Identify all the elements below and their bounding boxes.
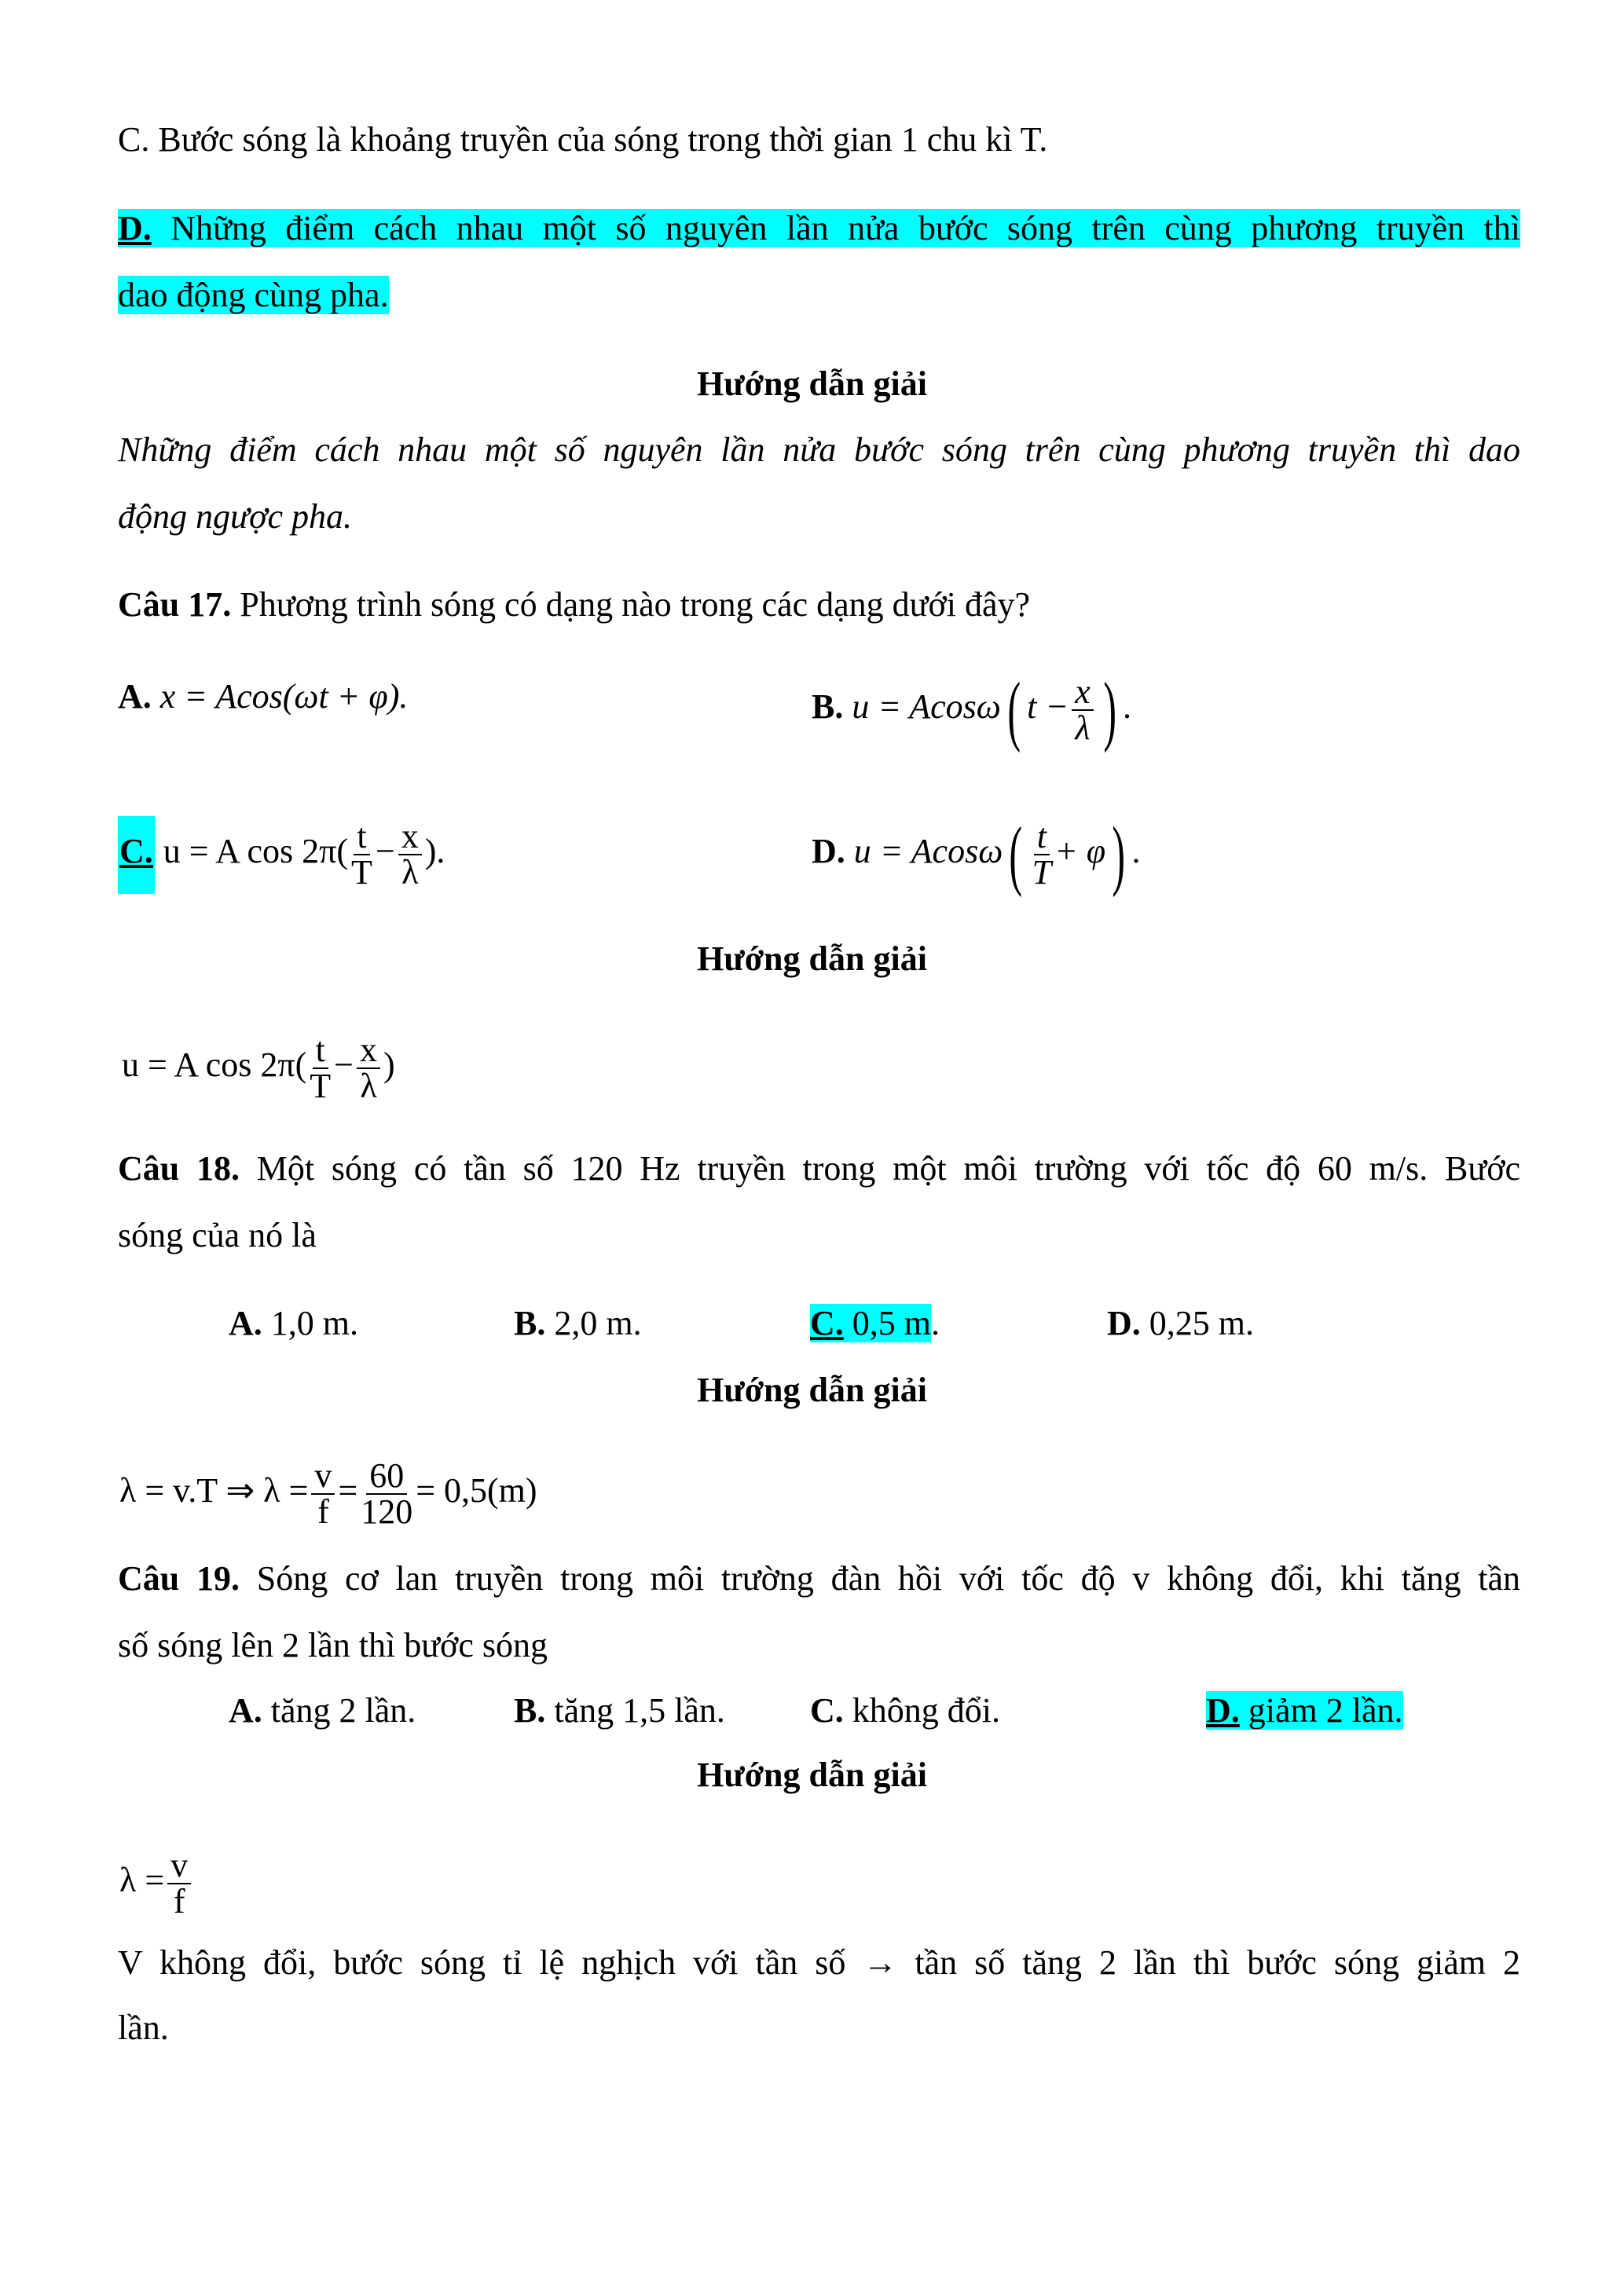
- option-label: C.: [118, 816, 155, 894]
- option-text: 2,0 m.: [545, 1304, 642, 1342]
- numerator: v: [311, 1459, 335, 1495]
- q19-option-c: [810, 1689, 1000, 1733]
- formula: x = Acos(ωt + φ).: [159, 677, 409, 716]
- q19-explain-line1: V không đổi, bước sóng tỉ lệ nghịch với tần số → tần số tăng 2 lần thì bước sóng giảm 2: [118, 1943, 1520, 1982]
- q17-question: [118, 583, 1030, 627]
- option-label: C: [118, 120, 141, 159]
- denominator: f: [173, 1882, 185, 1921]
- denominator: T: [1032, 853, 1052, 892]
- guide-title: Hướng dẫn giải: [697, 1371, 927, 1409]
- q19-option-b: [514, 1689, 725, 1733]
- q18-option-d: [1107, 1302, 1254, 1346]
- denominator: T: [310, 1067, 332, 1105]
- numerator: x: [1072, 675, 1094, 711]
- q19-question-line2: số sóng lên 2 lần thì bước sóng: [118, 1626, 548, 1664]
- formula: + φ: [1054, 832, 1106, 871]
- formula: u = A cos 2π(: [163, 832, 349, 871]
- q18-question-line2: sóng của nó là: [118, 1216, 317, 1254]
- formula: λ =: [119, 1861, 165, 1900]
- option-text: Những điểm cách nhau một số nguyên lần nửa bước sóng trên cùng phương truyền thì: [170, 209, 1521, 247]
- q16-guide-line2: động ngược pha.: [118, 497, 353, 536]
- q19-question-line1: [118, 1557, 1520, 1601]
- option-label: B.: [514, 1691, 546, 1730]
- q18-question-line1: [118, 1147, 1520, 1191]
- formula: u = Acosω: [852, 687, 1001, 727]
- option-text: . Bước sóng là khoảng truyền của sóng trong thời gian 1 chu kì T.: [141, 120, 1048, 159]
- option-label: B.: [514, 1304, 546, 1342]
- formula: −: [334, 1045, 354, 1085]
- question-label: Câu 19.: [118, 1559, 240, 1598]
- q19-option-d: [1206, 1689, 1403, 1733]
- guide-title: Hướng dẫn giải: [697, 364, 927, 403]
- guide-title: Hướng dẫn giải: [697, 1756, 927, 1794]
- numerator: t: [313, 1033, 328, 1069]
- option-text: 1,0 m.: [262, 1304, 359, 1342]
- q18-option-c: C. 0,5 m.: [810, 1304, 940, 1342]
- denominator: f: [317, 1492, 329, 1531]
- option-text: dao động cùng pha.: [118, 276, 389, 314]
- option-label: A.: [229, 1691, 262, 1730]
- formula: −: [375, 832, 395, 871]
- formula: = 0,5(m): [416, 1471, 537, 1511]
- question-label: Câu 18.: [118, 1149, 240, 1188]
- numerator: x: [357, 1033, 380, 1069]
- denominator: λ: [360, 1067, 377, 1105]
- option-label: D.: [812, 832, 845, 871]
- option-text: không đổi.: [843, 1691, 1001, 1730]
- q17-option-c: [118, 819, 445, 890]
- option-text: 0,5 m: [843, 1304, 932, 1342]
- formula: u = A cos 2π(: [122, 1045, 307, 1085]
- q16-option-d-line1: [118, 207, 1520, 251]
- q16-guide-line1: Những điểm cách nhau một số nguyên lần nửa bước sóng trên cùng phương truyền thì dao: [118, 430, 1520, 469]
- question-label: Câu 17.: [118, 585, 232, 624]
- numerator: t: [354, 819, 369, 855]
- q17-option-a: [118, 675, 408, 719]
- denominator: λ: [1075, 709, 1091, 747]
- formula: t −: [1027, 687, 1069, 727]
- q19-guide-formula: [119, 1848, 194, 1919]
- option-label: D.: [1206, 1691, 1240, 1730]
- option-label: B.: [812, 687, 844, 727]
- q19-explain-line2: lần.: [118, 2009, 169, 2047]
- q17-guide-formula: [122, 1033, 395, 1104]
- numerator: 60: [366, 1459, 407, 1495]
- option-label: A.: [229, 1304, 262, 1342]
- option-label: A.: [118, 677, 152, 716]
- formula: ): [383, 1045, 395, 1085]
- denominator: T: [351, 853, 372, 892]
- q18-guide-formula: [119, 1456, 537, 1531]
- q19-option-a: [229, 1689, 416, 1733]
- numerator: x: [398, 819, 422, 855]
- numerator: t: [1034, 819, 1050, 855]
- denominator: λ: [401, 853, 419, 892]
- option-text: tăng 1,5 lần.: [545, 1691, 725, 1730]
- option-label: C.: [810, 1304, 844, 1342]
- question-text: Phương trình sóng có dạng nào trong các dạng dưới đây?: [231, 585, 1031, 624]
- guide-title: Hướng dẫn giải: [697, 939, 927, 978]
- q18-option-b: [514, 1302, 642, 1346]
- formula: =: [338, 1471, 358, 1511]
- denominator: 120: [361, 1492, 413, 1531]
- question-text: Sóng cơ lan truyền trong môi trường đàn hồi với tốc độ v không đổi, khi tăng tần: [240, 1559, 1521, 1598]
- q16-option-d-line2: [118, 273, 389, 317]
- q17-option-d: D. u = Acosω( $\frac{t}{T}$ + φ) .: [812, 811, 1141, 898]
- option-text: tăng 2 lần.: [262, 1691, 416, 1730]
- option-text: 0,25 m.: [1140, 1304, 1255, 1342]
- numerator: v: [167, 1848, 191, 1884]
- formula: u = Acosω: [853, 832, 1003, 871]
- option-label: C.: [810, 1691, 844, 1730]
- q16-option-c: [118, 118, 1047, 162]
- formula: ).: [424, 832, 445, 871]
- question-text: Một sóng có tần số 120 Hz truyền trong một môi trường với tốc độ 60 m/s. Bước: [240, 1149, 1520, 1188]
- formula: λ = v.T ⇒ λ =: [119, 1471, 309, 1511]
- q17-option-b: B. u = Acosω( t − $\frac{x}{\lambda}$ ) .: [812, 666, 1131, 753]
- option-text: giảm 2 lần.: [1239, 1691, 1403, 1730]
- q18-option-a: [229, 1302, 358, 1346]
- option-label: D.: [1107, 1304, 1141, 1342]
- option-label: D.: [118, 209, 152, 247]
